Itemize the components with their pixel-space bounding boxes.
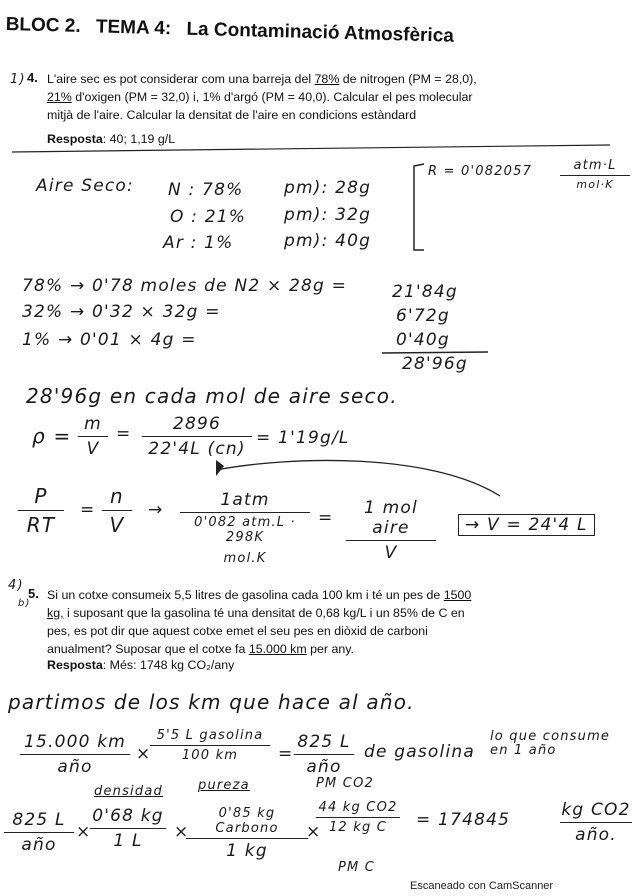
sum-result: 28'96g	[402, 354, 468, 374]
problem2-text-3: per any.	[306, 642, 354, 656]
p-085: 0'85 kg Carbono	[215, 806, 279, 836]
scanner-watermark: Escaneado con CamScanner	[410, 880, 554, 892]
densidad-label: densidad	[94, 784, 163, 799]
ano3-label: año	[21, 835, 57, 855]
problem2-weight: 1500 kg,	[47, 588, 472, 620]
p-1kg: 1 kg	[226, 841, 268, 861]
result-3: 0'40g	[396, 330, 450, 350]
r-units-den: mol·K	[576, 178, 614, 191]
calc-line-1: 78% → 0'78 moles de N2 × 28g =	[22, 276, 348, 296]
volume-result: → V = 24'4 L	[458, 514, 595, 536]
pm-o: pm): 32g	[284, 205, 372, 225]
km-per-year	[20, 732, 130, 777]
n-percent: N : 78%	[168, 180, 244, 200]
d-1l: 1 L	[113, 831, 143, 851]
km-100: 100 km	[181, 748, 239, 763]
partimos-sentence: partimos de los km que hace al año.	[8, 690, 415, 714]
co2-fraction	[316, 800, 400, 835]
rho-symbol: ρ =	[32, 424, 72, 448]
molar-mass-sentence: 28'96g en cada mol de aire seco.	[26, 384, 398, 408]
atm-denominator-2: mol.K	[223, 551, 267, 566]
bloc-label: BLOC 2.	[5, 14, 81, 37]
problem2-text-2: i suposant que la gasolina té una densitat de 0,68 kg/L i un 85% de C en pes, es pot dir que aquest cotxe emet el seu pes en diòxid de carboni anualment? Suposar que el cotxe fa	[47, 606, 465, 656]
problem1-margin-note: 1)	[10, 72, 26, 87]
problem1-text-b: de nitrogen (PM = 28,0),	[339, 72, 477, 86]
result-1: 21'84g	[392, 282, 458, 302]
ano-label: año	[57, 757, 93, 777]
co2-44: 44 kg CO2	[318, 800, 398, 815]
problem1-pct2: 21%	[47, 90, 72, 104]
problem1-text-a: L'aire sec es pot considerar com una barreja del	[47, 72, 315, 86]
pm-co2-label: PM CO2	[316, 776, 374, 791]
r-constant: R = 0'082057	[428, 164, 533, 179]
problem2-km: 15.000 km	[248, 642, 307, 656]
purity-fraction	[186, 806, 308, 861]
problem1-pct1: 78%	[314, 72, 340, 86]
co2-units	[560, 800, 632, 845]
times-3: ×	[174, 822, 190, 842]
c-12: 12 kg C	[328, 820, 388, 835]
co2-result: = 174845	[416, 810, 511, 830]
ar-percent: Ar : 1%	[163, 233, 234, 253]
equals-sign: =	[116, 424, 132, 444]
times-4: ×	[306, 822, 322, 842]
problem2-margin-note: 4)	[8, 578, 24, 593]
r-units-num: atm·L	[573, 158, 617, 173]
v-825: 825 L	[12, 810, 66, 830]
times-1: ×	[136, 744, 152, 764]
p-label: P	[34, 484, 48, 508]
arrow-1: →	[148, 500, 164, 520]
tema-label: TEMA 4:	[95, 16, 172, 40]
numerator-2896: 2896	[172, 414, 222, 434]
pureza-label: pureza	[198, 778, 250, 793]
m-label: m	[84, 414, 102, 434]
result-2: 6'72g	[396, 306, 450, 326]
equals-2: =	[80, 500, 96, 520]
pm-c-label: PM C	[338, 860, 376, 875]
v3-label: V	[384, 543, 398, 563]
answer2-value: : Més: 1748 kg CO₂/any	[102, 658, 235, 672]
bracket	[408, 162, 428, 254]
co2-units-num: kg CO2	[561, 800, 631, 820]
de-gasolina: de gasolina	[364, 742, 475, 762]
problem2-number: 5.	[28, 586, 39, 601]
problem1-text-c: d'oxigen (PM = 32,0) i, 1% d'argó (PM = 40,0). Calcular el pes molecular mitjà de l'aire. Calcular la densitat de l'aire en condicions estàndard	[47, 90, 473, 122]
liters-per-year	[294, 732, 354, 777]
density-fraction-2	[90, 806, 166, 851]
answer-label: Resposta	[47, 132, 103, 146]
aire-seco-label: Aire Seco:	[36, 176, 134, 196]
ano2-label: año	[306, 757, 342, 777]
problem2-text: Si un cotxe consumeix 5,5 litres de gasolina cada 100 km i té un pes de	[47, 588, 444, 602]
l-825: 825 L	[297, 732, 351, 752]
v-label: V	[86, 439, 100, 459]
problem1-statement	[47, 70, 482, 124]
problem2-answer	[47, 658, 234, 672]
km-15000: 15.000 km	[23, 732, 127, 752]
equals-3: =	[318, 508, 334, 528]
d-068: 0'68 kg	[92, 806, 164, 826]
calc-line-3: 1% → 0'01 × 4g =	[22, 330, 197, 350]
gas-55: 5'5 L gasolina	[156, 728, 264, 743]
separator-line	[10, 142, 610, 156]
equals-4: =	[278, 744, 294, 764]
page-title	[5, 14, 464, 48]
rt-label: RT	[26, 513, 56, 537]
density-result: = 1'19g/L	[256, 428, 350, 448]
problem2-statement	[47, 586, 477, 658]
pm-n: pm): 28g	[284, 178, 372, 198]
answer2-label: Resposta	[47, 658, 103, 672]
n-over-v	[102, 484, 132, 537]
n-label: n	[110, 484, 124, 508]
co2-units-den: año.	[575, 825, 617, 845]
curved-arrow	[210, 456, 510, 516]
r-units	[560, 158, 630, 191]
o-percent: O : 21%	[170, 207, 247, 227]
problem1-number: 4.	[27, 70, 38, 85]
calc-line-2: 32% → 0'32 × 32g =	[22, 302, 221, 322]
liters-per-km	[150, 728, 270, 763]
lo-que-consume: lo que consume en 1 año	[490, 729, 611, 758]
answer-value: : 40; 1,19 g/L	[102, 132, 176, 146]
p-over-rt	[18, 484, 64, 537]
v2-label: V	[109, 513, 125, 537]
pm-ar: pm): 40g	[284, 231, 372, 251]
m-over-v	[78, 414, 108, 459]
atm-denominator: 0'082 atm.L · 298K	[194, 515, 296, 545]
times-2: ×	[76, 822, 92, 842]
density-fraction	[142, 414, 252, 459]
problem2-margin-note-2: b)	[18, 598, 31, 609]
denominator-22-4: 22'4L (cn)	[148, 439, 246, 459]
topic-label: La Contaminació Atmosfèrica	[186, 18, 455, 47]
liters-per-year-2	[4, 810, 74, 855]
molaire-numerator: 1 mol aire	[364, 498, 418, 538]
atm-numerator: 1atm	[220, 490, 270, 510]
